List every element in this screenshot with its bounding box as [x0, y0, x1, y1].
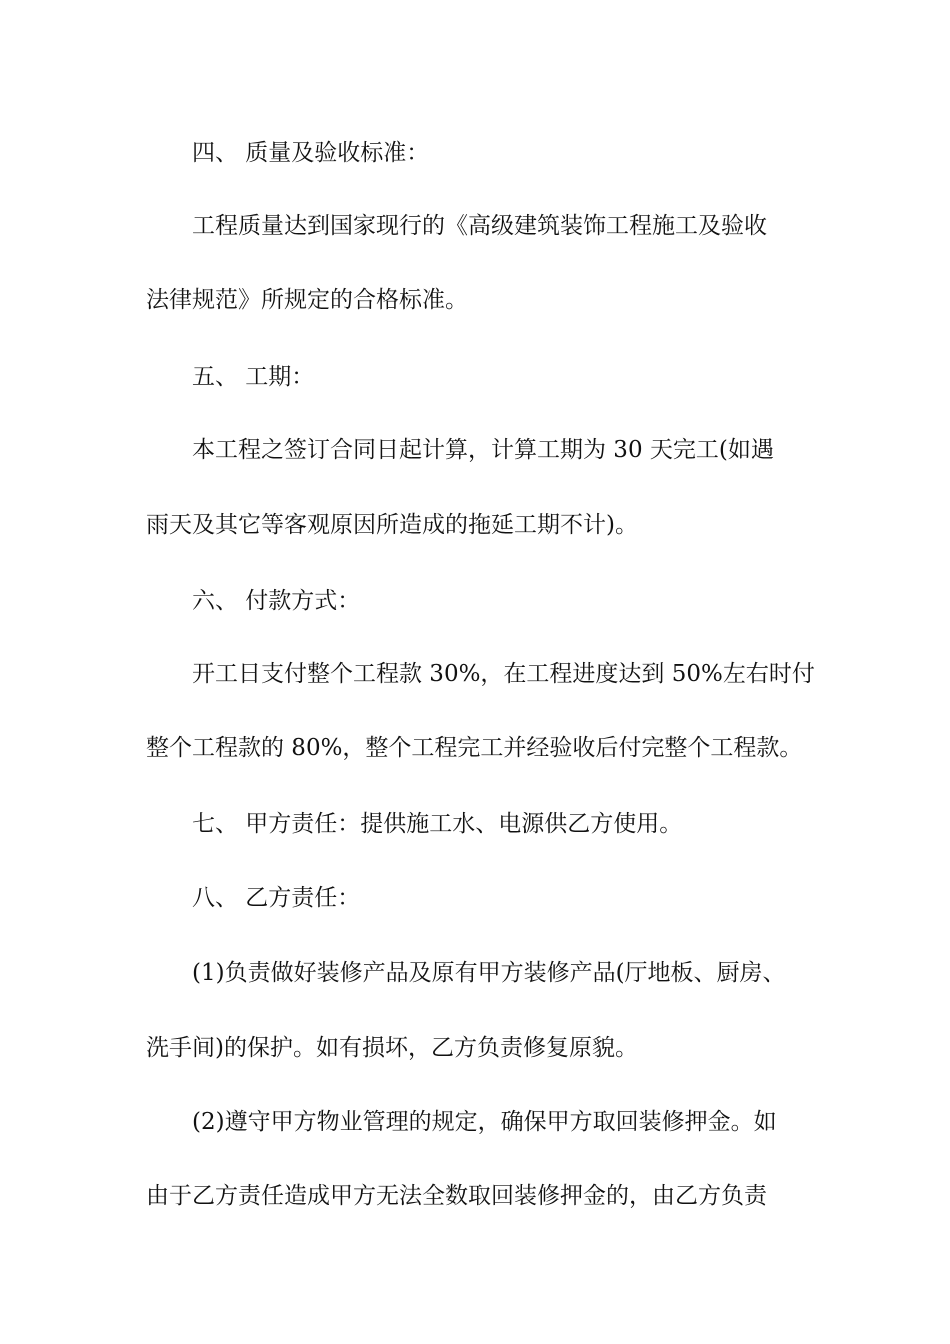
section-heading-party-b: 八、 乙方责任： — [192, 885, 361, 911]
section-heading-payment: 六、 付款方式： — [192, 588, 361, 614]
section-heading-duration: 五、 工期： — [192, 364, 315, 390]
paragraph-line: 法律规范》所规定的合格标准。 — [146, 287, 468, 313]
paragraph-line: 雨天及其它等客观原因所造成的拖延工期不计)。 — [146, 512, 638, 538]
paragraph-line: 由于乙方责任造成甲方无法全数取回装修押金的，由乙方负责 — [146, 1183, 767, 1209]
paragraph-line: 工程质量达到国家现行的《高级建筑装饰工程施工及验收 — [192, 213, 767, 239]
paragraph-line: 整个工程款的 80%，整个工程完工并经验收后付完整个工程款。 — [146, 735, 803, 761]
paragraph-line: (2)遵守甲方物业管理的规定，确保甲方取回装修押金。如 — [192, 1109, 777, 1135]
paragraph-line: 洗手间)的保护。如有损坏，乙方负责修复原貌。 — [146, 1035, 638, 1061]
paragraph-line: 开工日支付整个工程款 30%，在工程进度达到 50%左右时付 — [192, 661, 815, 687]
paragraph-line: 本工程之签订合同日起计算，计算工期为 30 天完工(如遇 — [192, 437, 774, 463]
paragraph-line: (1)负责做好装修产品及原有甲方装修产品(厅地板、厨房、 — [192, 960, 786, 986]
section-heading-party-a: 七、 甲方责任：提供施工水、电源供乙方使用。 — [192, 811, 683, 837]
section-heading-quality: 四、 质量及验收标准： — [192, 140, 430, 166]
